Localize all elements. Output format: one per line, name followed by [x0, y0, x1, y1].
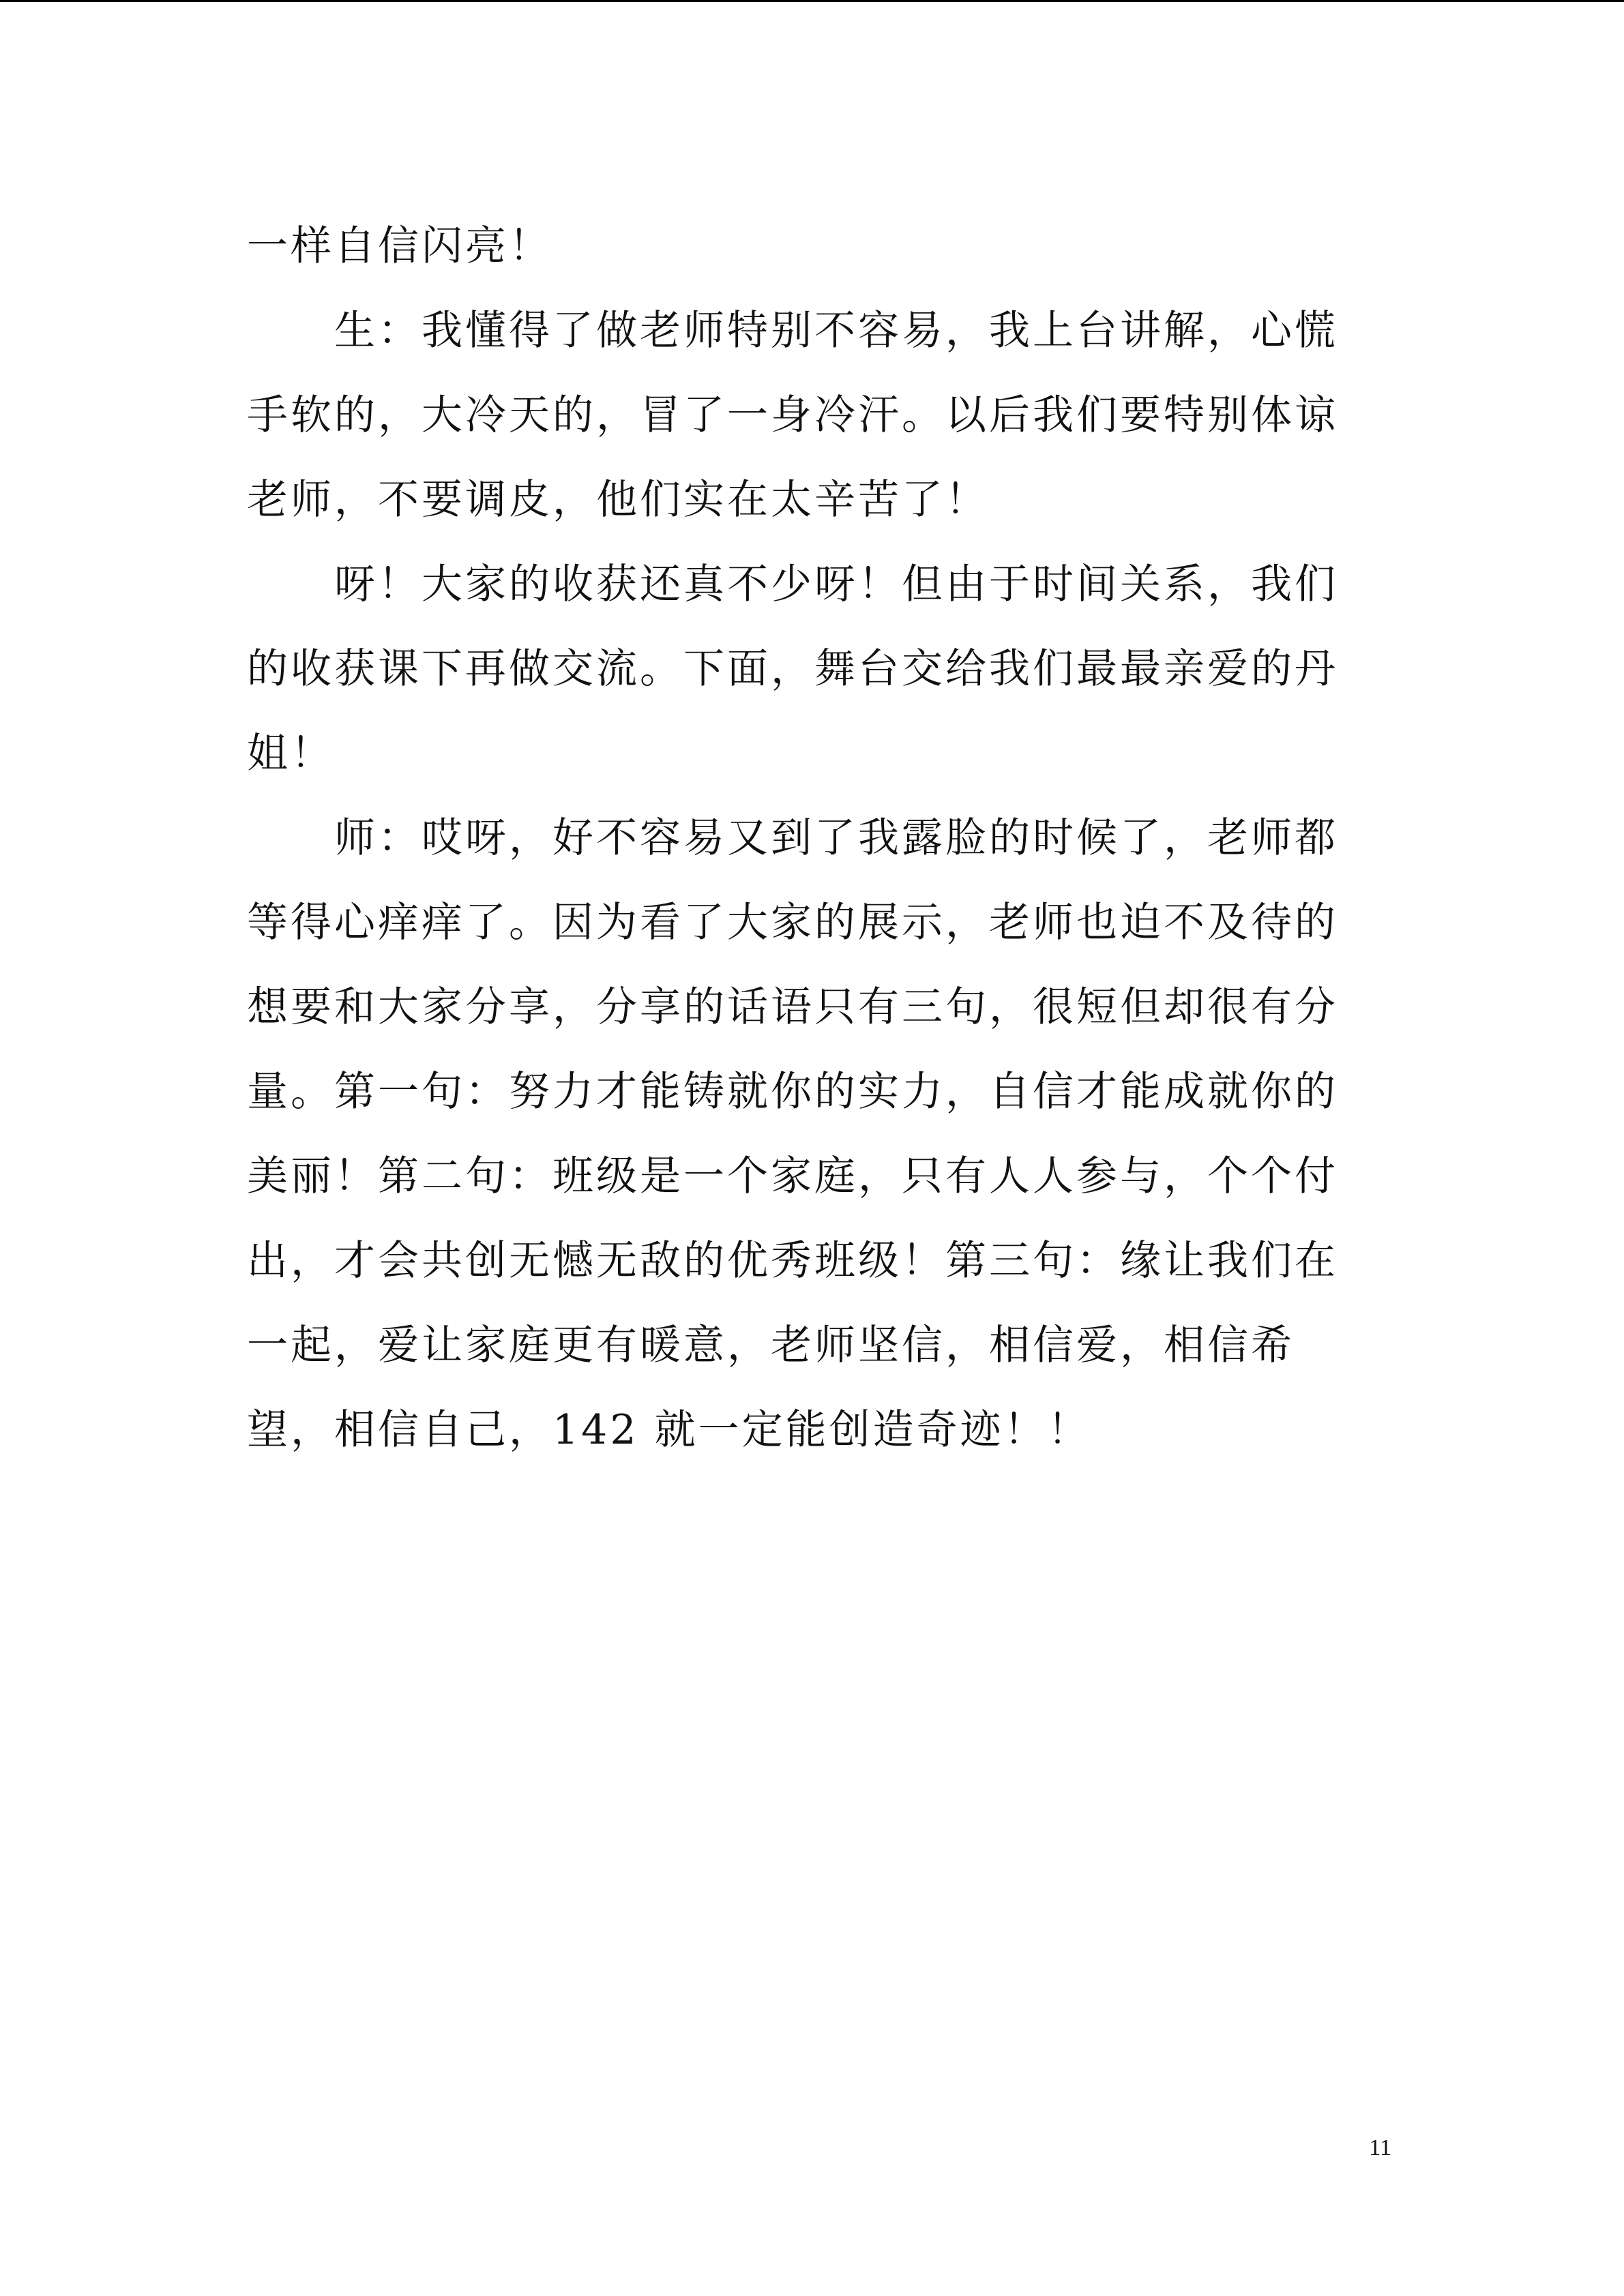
- paragraph-student-reflection: 生：我懂得了做老师特别不容易，我上台讲解，心慌手软的，大冷天的，冒了一身冷汗。以后我们要特别体谅老师，不要调皮，他们实在太辛苦了！: [247, 307, 1338, 524]
- paragraph-host-transition: 呀！大家的收获还真不少呀！但由于时间关系，我们的收获课下再做交流。下面，舞台交给我们最最亲爱的丹姐！: [247, 561, 1338, 777]
- paragraph-continuation: 一样自信闪亮！: [247, 222, 552, 270]
- document-body: [247, 204, 1365, 1472]
- page-number: 11: [1369, 2135, 1391, 2160]
- paragraph-teacher-speech: 师：哎呀，好不容易又到了我露脸的时候了，老师都等得心痒痒了。因为看了大家的展示，老师也迫不及待的想要和大家分享，分享的话语只有三句，很短但却很有分量。第一句：努力才能铸就你的实力，自信才能成就你的美丽！第二句：班级是一个家庭，只有人人参与，个个付出，才会共创无憾无敌的优秀班级！第三句：缘让我们在一起，爱让家庭更有暖意，老师坚信，相信爱，相信希望，相信自己，142 就一定能创造奇迹！！: [247, 814, 1338, 1454]
